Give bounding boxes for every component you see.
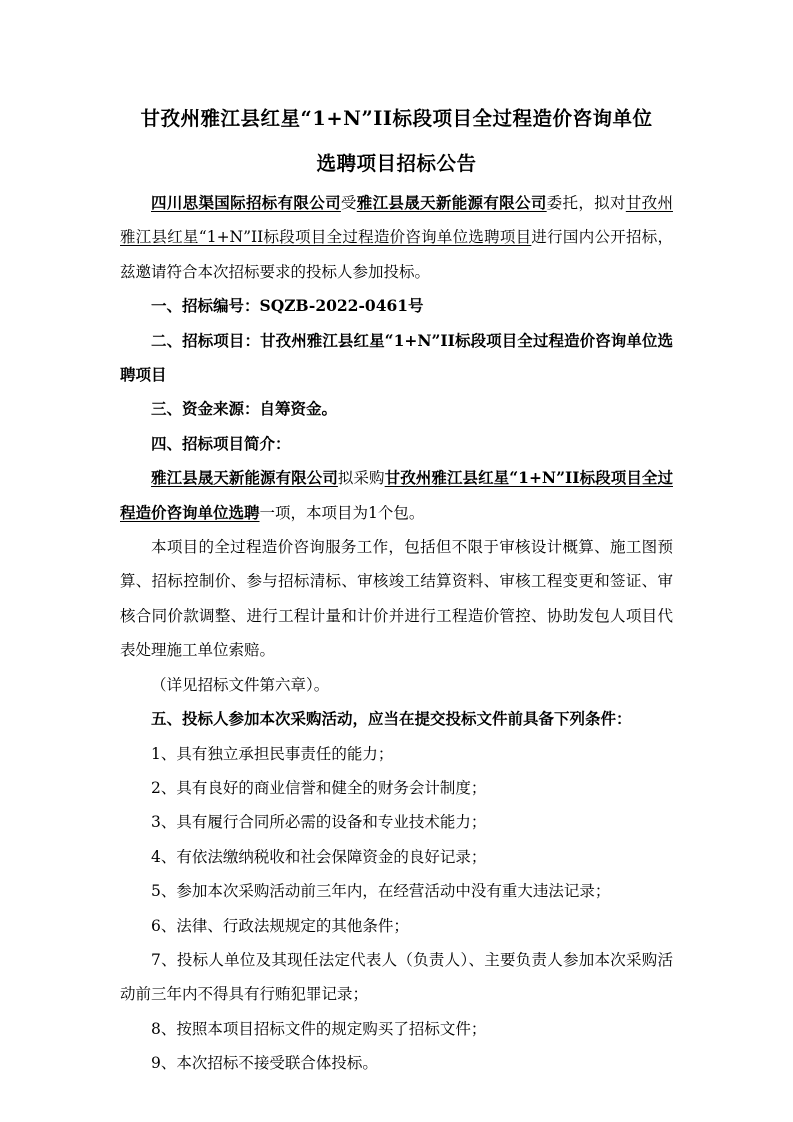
condition-item: 4、有依法缴纳税收和社会保障资金的良好记录；	[151, 847, 487, 866]
summary-owner: 雅江县晟天新能源有限公司	[151, 468, 338, 488]
owner-name: 雅江县晟天新能源有限公司	[356, 193, 547, 212]
condition-item: 9、本次招标不接受联合体投标。	[151, 1054, 378, 1073]
intro-paragraph	[120, 186, 673, 289]
condition-item: 8、按照本项目招标文件的规定购买了招标文件；	[151, 1019, 487, 1038]
condition-item: 7、投标人单位及其现任法定代表人（负责人）、主要负责人参加本次采购活动前三年内不得具有行贿犯罪记录；	[120, 950, 673, 1004]
summary-text-1: 拟采购	[337, 469, 385, 488]
section-tender-project: 二、招标项目：甘孜州雅江县红星“1+N”II标段项目全过程造价咨询单位选聘项目	[120, 330, 673, 385]
project-name: 甘孜州雅江县红星“1+N”II标段项目全过程造价咨询单位选聘项目	[120, 194, 673, 247]
intro-text-1: 受	[340, 194, 357, 212]
condition-item: 2、具有良好的商业信誉和健全的财务会计制度；	[151, 778, 487, 797]
summary-paragraph-3: （详见招标文件第六章）。	[151, 675, 330, 694]
intro-text-3: 进行国内公开招标，兹邀请符合本次招标要求的投标人参加投标。	[120, 228, 673, 281]
doc-title-line-1: 甘孜州雅江县红星“1+N”II标段项目全过程造价咨询单位	[140, 107, 653, 130]
section-tender-number: 一、招标编号：SQZB-2022-0461号	[151, 296, 424, 316]
summary-paragraph-1	[120, 461, 673, 530]
intro-text-2: 委托，拟对	[546, 194, 626, 212]
condition-item: 1、具有独立承担民事责任的能力；	[151, 744, 394, 763]
summary-paragraph-2: 本项目的全过程造价咨询服务工作，包括但不限于审核设计概算、施工图预算、招标控制价、参与招标清标、审核竣工结算资料、审核工程变更和签证、审核合同价款调整、进行工程计量和计价并进行工程造价管控、协助发包人项目代表处理施工单位索赔。	[120, 538, 673, 660]
section-project-summary: 四、招标项目简介：	[151, 433, 291, 453]
section-bidder-conditions: 五、投标人参加本次采购活动，应当在提交投标文件前具备下列条件：	[151, 709, 632, 729]
summary-text-2: 一项，本项目为1个包。	[259, 503, 425, 522]
condition-item: 6、法律、行政法规规定的其他条件；	[151, 916, 409, 935]
section-fund-source: 三、资金来源：自筹资金。	[151, 399, 338, 419]
summary-item: 甘孜州雅江县红星“1+N”II标段项目全过程造价咨询单位选聘	[120, 468, 673, 522]
condition-item: 5、参加本次采购活动前三年内，在经营活动中没有重大违法记录；	[151, 882, 611, 901]
condition-item: 3、具有履行合同所必需的设备和专业技术能力；	[151, 813, 487, 832]
agent-name: 四川思渠国际招标有限公司	[151, 193, 341, 212]
doc-title-line-2: 选聘项目招标公告	[316, 152, 477, 175]
document-body	[120, 186, 673, 1081]
